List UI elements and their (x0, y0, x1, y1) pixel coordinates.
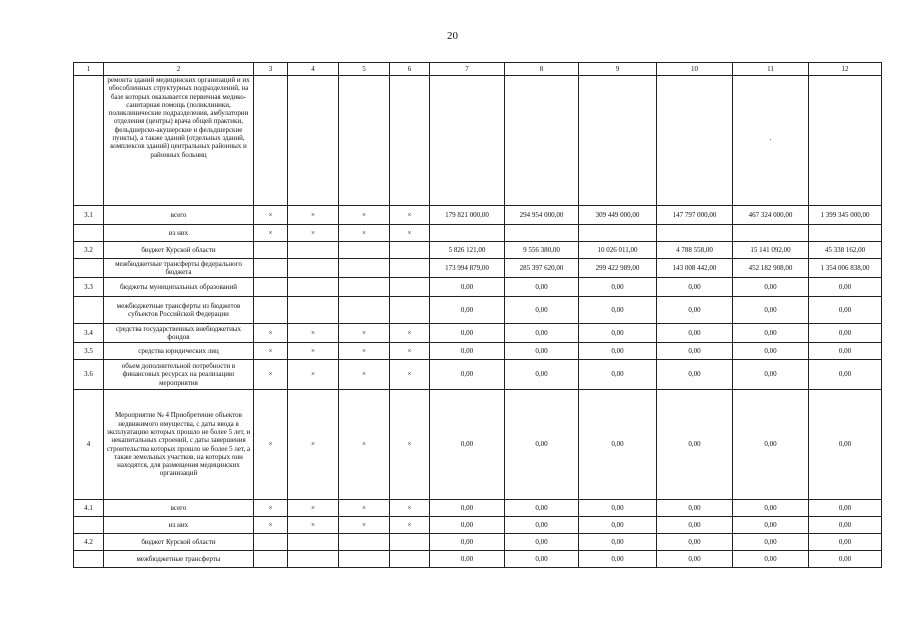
table-cell: × (390, 517, 430, 534)
row-number (74, 517, 104, 534)
table-cell: 0,00 (733, 324, 809, 343)
table-cell (254, 242, 288, 259)
header-cell: 12 (809, 63, 882, 76)
table-cell (339, 278, 390, 297)
table-cell: 0,00 (505, 534, 579, 551)
table-cell: × (339, 206, 390, 225)
table-cell: 0,00 (657, 390, 733, 500)
header-cell: 6 (390, 63, 430, 76)
table-cell: × (339, 517, 390, 534)
table-cell: × (390, 206, 430, 225)
header-cell: 2 (104, 63, 254, 76)
table-cell (288, 551, 339, 568)
table-cell: 285 397 620,00 (505, 259, 579, 278)
table-cell: × (254, 206, 288, 225)
table-cell: × (339, 324, 390, 343)
row-number: 3.1 (74, 206, 104, 225)
header-cell: 11 (733, 63, 809, 76)
row-description: межбюджетные трансферты из бюджетов субъектов Российской Федерации (104, 297, 254, 324)
table-cell: × (390, 500, 430, 517)
table-cell (809, 76, 882, 206)
table-cell: 0,00 (579, 517, 657, 534)
table-cell (430, 225, 505, 242)
table-cell (339, 242, 390, 259)
table-cell (657, 225, 733, 242)
row-description: бюджет Курской области (104, 242, 254, 259)
row-description: объем дополнительной потребности в финансовых ресурсах на реализацию мероприятия (104, 360, 254, 390)
row-number: 3.3 (74, 278, 104, 297)
table-cell: × (254, 225, 288, 242)
table-cell: 0,00 (579, 297, 657, 324)
table-cell: 0,00 (657, 551, 733, 568)
table-cell: 9 556 380,00 (505, 242, 579, 259)
row-description: средства юридических лиц (104, 343, 254, 360)
row-number: 4.2 (74, 534, 104, 551)
table-row (74, 278, 882, 297)
table-cell: 0,00 (430, 324, 505, 343)
table-cell: 0,00 (809, 534, 882, 551)
table-cell: 10 026 011,00 (579, 242, 657, 259)
table-cell: 0,00 (733, 297, 809, 324)
table-cell: × (288, 517, 339, 534)
table-cell (288, 278, 339, 297)
header-cell: 10 (657, 63, 733, 76)
table-cell: 0,00 (809, 278, 882, 297)
table-cell: 0,00 (657, 297, 733, 324)
row-description: межбюджетные трансферты федерального бюджета (104, 259, 254, 278)
table-cell: 0,00 (809, 517, 882, 534)
table-row (74, 517, 882, 534)
table-cell: 0,00 (809, 551, 882, 568)
table-cell: × (288, 500, 339, 517)
table-cell: 0,00 (430, 517, 505, 534)
header-cell: 1 (74, 63, 104, 76)
table-cell: × (254, 360, 288, 390)
table-cell (505, 225, 579, 242)
table-cell: 173 994 879,00 (430, 259, 505, 278)
row-description: средства государственных внебюджетных фондов (104, 324, 254, 343)
table-cell (254, 297, 288, 324)
table-cell: × (390, 390, 430, 500)
table-cell: × (254, 500, 288, 517)
table-cell (288, 297, 339, 324)
table-cell (339, 551, 390, 568)
row-description: всего (104, 206, 254, 225)
row-number: 3.4 (74, 324, 104, 343)
table-cell: 0,00 (579, 278, 657, 297)
table-cell: 0,00 (579, 551, 657, 568)
row-number (74, 551, 104, 568)
table-cell: 0,00 (430, 360, 505, 390)
table-cell (390, 259, 430, 278)
table-cell (733, 225, 809, 242)
table-row (74, 297, 882, 324)
table-cell: × (288, 390, 339, 500)
row-number (74, 76, 104, 206)
table-cell (254, 551, 288, 568)
table-cell: × (288, 206, 339, 225)
table-cell: 1 399 345 000,00 (809, 206, 882, 225)
table-cell: 0,00 (430, 278, 505, 297)
table-cell: 0,00 (657, 343, 733, 360)
header-cell: 3 (254, 63, 288, 76)
table-cell: 0,00 (430, 534, 505, 551)
table-cell (288, 259, 339, 278)
table-cell: × (288, 225, 339, 242)
table-cell (339, 76, 390, 206)
table-cell: 1 354 006 838,00 (809, 259, 882, 278)
table-cell: 0,00 (657, 324, 733, 343)
table-cell: × (339, 390, 390, 500)
table-cell (430, 76, 505, 206)
table-cell: 0,00 (733, 500, 809, 517)
table-cell (657, 76, 733, 206)
table-cell: × (339, 360, 390, 390)
table-cell: 0,00 (505, 297, 579, 324)
table-cell: 0,00 (579, 343, 657, 360)
table-cell (288, 242, 339, 259)
table-cell: 0,00 (505, 360, 579, 390)
table-row (74, 551, 882, 568)
table-cell: × (390, 360, 430, 390)
table-cell: 179 821 000,00 (430, 206, 505, 225)
table-cell: 0,00 (505, 551, 579, 568)
table-row (74, 500, 882, 517)
header-cell: 5 (339, 63, 390, 76)
table-cell: 0,00 (809, 360, 882, 390)
table-cell: 0,00 (430, 500, 505, 517)
header-row (74, 63, 882, 76)
table-cell: 0,00 (505, 343, 579, 360)
table-cell: 0,00 (579, 390, 657, 500)
row-number (74, 297, 104, 324)
row-description: из них (104, 225, 254, 242)
table-cell (288, 534, 339, 551)
table-cell: 0,00 (809, 297, 882, 324)
page-number: 20 (447, 30, 458, 42)
table-cell (809, 225, 882, 242)
table-cell: 0,00 (733, 343, 809, 360)
table-cell (254, 534, 288, 551)
row-description: межбюджетные трансферты (104, 551, 254, 568)
row-number (74, 225, 104, 242)
table-cell (254, 76, 288, 206)
table-cell: 0,00 (809, 343, 882, 360)
table-cell: × (339, 500, 390, 517)
table-cell: × (254, 343, 288, 360)
table-cell (254, 259, 288, 278)
table-row (74, 206, 882, 225)
row-number: 3.2 (74, 242, 104, 259)
table-cell: 0,00 (430, 390, 505, 500)
table-cell: × (254, 324, 288, 343)
table-cell: 0,00 (579, 534, 657, 551)
table-row (74, 324, 882, 343)
table-cell: 0,00 (733, 551, 809, 568)
table-cell: × (339, 225, 390, 242)
table-cell: 452 182 908,00 (733, 259, 809, 278)
header-cell: 9 (579, 63, 657, 76)
table-cell: · (733, 76, 809, 206)
table-row (74, 360, 882, 390)
table-cell: × (288, 343, 339, 360)
table-cell (390, 297, 430, 324)
header-cell: 7 (430, 63, 505, 76)
table-row (74, 76, 882, 206)
table-cell: × (390, 225, 430, 242)
table-cell: 0,00 (430, 343, 505, 360)
table-cell: × (254, 390, 288, 500)
table-cell (254, 278, 288, 297)
table-cell: 467 324 000,00 (733, 206, 809, 225)
row-number: 4.1 (74, 500, 104, 517)
table-cell: × (254, 517, 288, 534)
table-cell: 0,00 (733, 390, 809, 500)
table-cell: 294 954 000,00 (505, 206, 579, 225)
table-cell: 0,00 (505, 517, 579, 534)
table-cell: 0,00 (579, 360, 657, 390)
row-number (74, 259, 104, 278)
table-cell: × (288, 324, 339, 343)
table-cell (579, 76, 657, 206)
row-description: бюджет Курской области (104, 534, 254, 551)
table-cell: × (390, 324, 430, 343)
table-cell: 0,00 (657, 534, 733, 551)
table-cell (390, 551, 430, 568)
table-cell (339, 259, 390, 278)
table-row (74, 259, 882, 278)
table-cell: 0,00 (657, 360, 733, 390)
table-cell: 15 141 092,00 (733, 242, 809, 259)
row-description: ремонта зданий медицинских организаций и их обособленных структурных подразделений, на базе которых оказывается первичная медико-санитарная помощь (поликлиники, поликлинические подразделения, амбулатории отделения (центры) врача общей практики, фельдшерско-акушерские и фельдшерские пункты), а также зданий (отдельных зданий, комплексов зданий) центральных районных и районных больниц (104, 76, 254, 206)
table-cell: 0,00 (733, 360, 809, 390)
row-number: 3.6 (74, 360, 104, 390)
table-cell: 0,00 (505, 390, 579, 500)
table-cell: 0,00 (733, 534, 809, 551)
row-description: из них (104, 517, 254, 534)
table-cell: 0,00 (505, 324, 579, 343)
table-cell: 0,00 (809, 500, 882, 517)
row-number: 4 (74, 390, 104, 500)
table-cell (390, 76, 430, 206)
budget-table (73, 62, 882, 568)
table-cell: 147 797 000,00 (657, 206, 733, 225)
table-row (74, 390, 882, 500)
table-cell: 0,00 (657, 517, 733, 534)
header-cell: 8 (505, 63, 579, 76)
table-cell (339, 534, 390, 551)
table-cell: × (390, 343, 430, 360)
table-cell: 309 449 000,00 (579, 206, 657, 225)
row-number: 3.5 (74, 343, 104, 360)
table-row (74, 242, 882, 259)
table-cell (579, 225, 657, 242)
table-cell: 0,00 (809, 324, 882, 343)
table-cell: 0,00 (505, 278, 579, 297)
table-cell: 0,00 (505, 500, 579, 517)
table-cell: 0,00 (430, 551, 505, 568)
row-description: Мероприятие № 4 Приобретение объектов недвижимого имущества, с даты ввода в эксплуатацию которых прошло не более 5 лет, и некапитальных строений, с даты завершения строительства которых прошло не более 5 лет, а также земельных участков, на которых они находятся, для размещения медицинских организаций (104, 390, 254, 500)
table-cell: 0,00 (733, 517, 809, 534)
header-cell: 4 (288, 63, 339, 76)
table-cell (288, 76, 339, 206)
table-cell (390, 242, 430, 259)
table-cell: 0,00 (579, 324, 657, 343)
table-cell: 5 826 121,00 (430, 242, 505, 259)
table-cell: 143 008 442,00 (657, 259, 733, 278)
table-row (74, 343, 882, 360)
table-cell: 0,00 (657, 500, 733, 517)
table-cell: × (339, 343, 390, 360)
table-cell (390, 534, 430, 551)
table-cell: 0,00 (430, 297, 505, 324)
table-cell: 0,00 (733, 278, 809, 297)
table-row (74, 225, 882, 242)
table-cell (339, 297, 390, 324)
table-cell: 0,00 (809, 390, 882, 500)
table-cell: × (288, 360, 339, 390)
row-description: бюджеты муниципальных образований (104, 278, 254, 297)
table-cell (505, 76, 579, 206)
table-cell: 0,00 (579, 500, 657, 517)
table-cell: 299 422 989,00 (579, 259, 657, 278)
row-description: всего (104, 500, 254, 517)
table-cell: 45 338 162,00 (809, 242, 882, 259)
table-row (74, 534, 882, 551)
table-cell: 4 788 558,00 (657, 242, 733, 259)
table-cell: 0,00 (657, 278, 733, 297)
table-cell (390, 278, 430, 297)
